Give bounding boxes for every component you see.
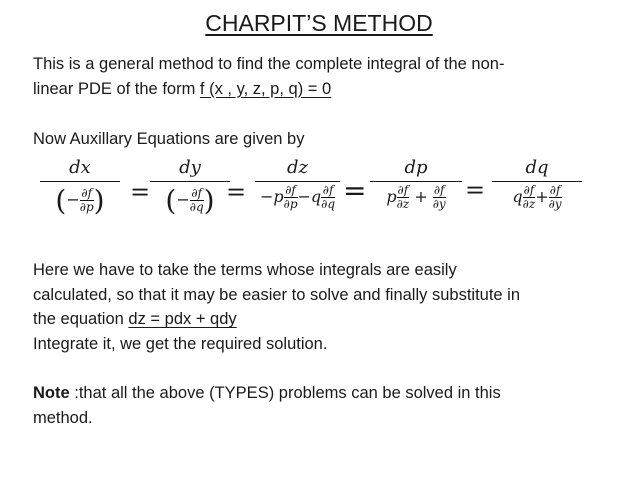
explanation-line-2: calculated, so that it may be easier to solve and finally substitute in — [33, 285, 521, 304]
substitute-equation: dz = pdx + qdy — [128, 310, 237, 328]
aux-heading: Now Auxillary Equations are given by — [33, 130, 305, 148]
pde-form: f (x , y, z, p, q) = 0 — [199, 79, 332, 98]
explanation-line-4: Integrate it, we get the required solution. — [33, 334, 328, 353]
equals-sign: = — [465, 176, 486, 204]
equals-sign: = — [226, 178, 247, 206]
page-title: CHARPIT’S METHOD — [205, 10, 433, 36]
note-line-1: Note :that all the above (TYPES) problems can be solved in this — [33, 384, 501, 402]
explanation-line-1: Here we have to take the terms whose integrals are easily — [33, 261, 457, 279]
note-paragraph — [33, 381, 613, 430]
fraction-dp: dp p $\frac{\partial f}{\partial z}$ + $\frac{\partial f}{\partial y}$ — [370, 157, 462, 211]
fraction-dz: dz −p $\frac{\partial f}{\partial p}$ −q $\frac{\partial f}{\partial q}$ — [255, 157, 340, 211]
fraction-dy: dy (− $\frac{\partial f}{\partial q}$ ) — [150, 157, 230, 217]
fraction-dq: dq q $\frac{\partial f}{\partial z}$ + $\frac{\partial f}{\partial y}$ — [492, 157, 582, 211]
intro-paragraph — [33, 52, 613, 101]
intro-line-1: This is a general method to find the complete integral of the non- — [33, 55, 505, 73]
equals-sign: = — [130, 178, 151, 206]
explanation-line-3: the equation dz = pdx + qdy — [33, 310, 237, 328]
equals-sign: = — [343, 174, 367, 207]
fraction-dx: dx (− $\frac{\partial f}{\partial p}$ ) — [40, 157, 120, 217]
note-label: Note — [33, 384, 70, 402]
explanation-paragraph — [33, 258, 613, 356]
note-line-2: method. — [33, 408, 93, 427]
intro-line-2: linear PDE of the form f (x , y, z, p, q) = 0 — [33, 79, 332, 98]
